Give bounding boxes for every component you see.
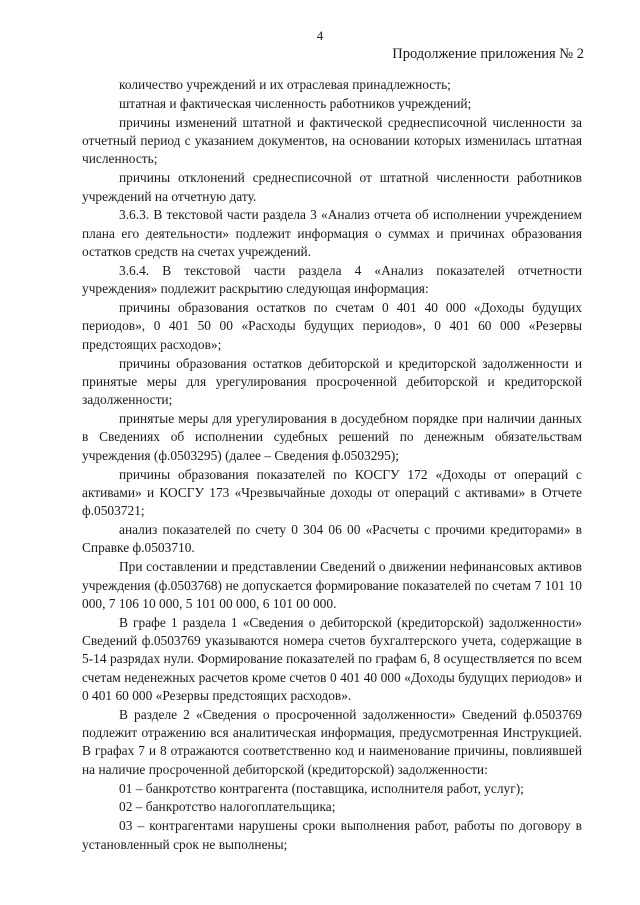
paragraph: штатная и фактическая численность работников учреждений; bbox=[119, 95, 472, 111]
paragraph: В разделе 2 «Сведения о просроченной задолженности» Сведений ф.0503769 подлежит отражению вся аналитическая информация, предусмотренная Инструкцией. В графах 7 и 8 отражаются соответственно код и наименование причины, повлиявшей на наличие просроченной дебиторской (кредиторской) задолженности: bbox=[82, 706, 582, 777]
paragraph: В графе 1 раздела 1 «Сведения о дебиторской (кредиторской) задолженности» Сведений ф.0503769 указываются номера счетов бухгалтерского учета, содержащие в 5-14 разрядах нули. Формирование показателей по графам 6, 8 осуществляется по всем счетам неденежных расчетов кроме счетов 0 401 40 000 «Доходы будущих периодов» и 0 401 60 000 «Резервы предстоящих расходов». bbox=[82, 614, 582, 703]
page-number: 4 bbox=[316, 28, 324, 43]
paragraph: 03 – контрагентами нарушены сроки выполнения работ, работы по договору в установленный срок не выполнены; bbox=[82, 818, 582, 852]
paragraph: 3.6.3. В текстовой части раздела 3 «Анализ отчета об исполнении учреждением плана его деятельности» подлежит информация о суммах и причинах образования остатков средств на счетах учреждений. bbox=[82, 207, 582, 260]
paragraph: принятые меры для урегулирования в досудебном порядке при наличии данных в Сведениях об исполнении судебных решений по денежным обязательствам учреждения (ф.0503295) (далее – Сведения ф.0503295); bbox=[82, 411, 582, 463]
paragraph: причины образования остатков дебиторской и кредиторской задолженности и принятые меры для урегулирования просроченной дебиторской и кредиторской задолженности; bbox=[82, 355, 582, 408]
paragraph: 3.6.4. В текстовой части раздела 4 «Анализ показателей отчетности учреждения» подлежит раскрытию следующая информация: bbox=[82, 262, 582, 297]
paragraph: причины образования остатков по счетам 0 401 40 000 «Доходы будущих периодов», 0 401 50 00 «Расходы будущих периодов», 0 401 60 000 «Резервы предстоящих расходов»; bbox=[82, 300, 582, 352]
document-body bbox=[82, 76, 582, 855]
paragraph: 01 – банкротство контрагента (поставщика, исполнителя работ, услуг); bbox=[119, 780, 524, 796]
paragraph: 02 – банкротство налогоплательщика; bbox=[119, 799, 336, 815]
paragraph: причины образования показателей по КОСГУ 172 «Доходы от операций с активами» и КОСГУ 173 «Чрезвычайные доходы от операций с активами» в Отчете ф.0503721; bbox=[82, 466, 582, 519]
paragraph: При составлении и представлении Сведений о движении нефинансовых активов учреждения (ф.0503768) не допускается формирование показателей по счетам 7 101 10 000, 7 106 10 000, 5 101 00 000, 6 101 00 000. bbox=[82, 559, 582, 611]
paragraph: причины отклонений среднесписочной от штатной численности работников учреждений на отчетную дату. bbox=[82, 170, 582, 204]
paragraph: причины изменений штатной и фактической среднесписочной численности за отчетный период с указанием документов, на основании которых изменилась штатная численность; bbox=[82, 114, 582, 167]
paragraph: анализ показателей по счету 0 304 06 00 «Расчеты с прочими кредиторами» в Справке ф.0503710. bbox=[82, 522, 582, 556]
appendix-label: Продолжение приложения № 2 bbox=[392, 46, 584, 62]
paragraph: количество учреждений и их отраслевая принадлежность; bbox=[119, 77, 451, 92]
